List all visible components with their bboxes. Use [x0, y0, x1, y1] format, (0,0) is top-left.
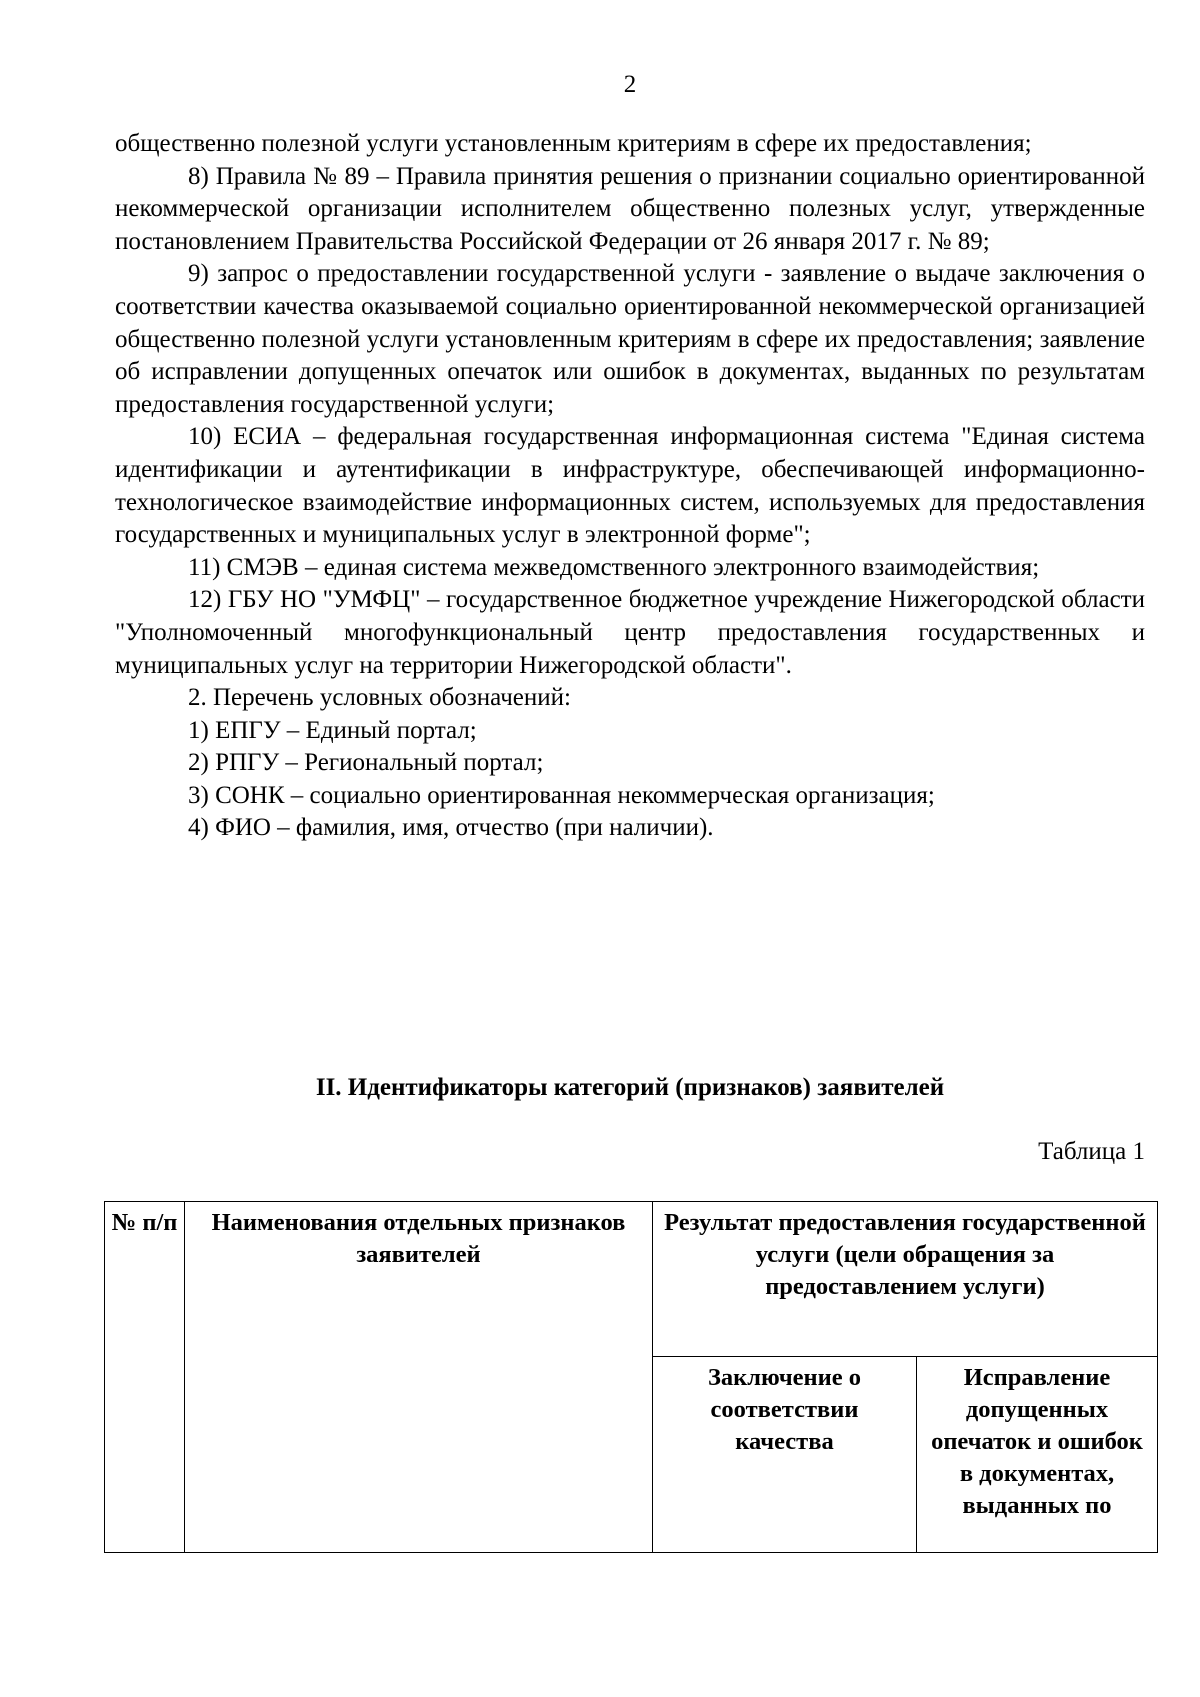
paragraph-abbr-fio: 4) ФИО – фамилия, имя, отчество (при наличии).: [188, 814, 714, 842]
header-applicant-features: Наименования отдельных признаков заявителей: [185, 1202, 653, 1553]
subheader-conclusion: Заключение о соответствии качества: [653, 1357, 917, 1553]
header-number: № п/п: [105, 1202, 185, 1553]
paragraph-service-request: 9) запрос о предоставлении государственной услуги - заявление о выдаче заключения о соответствии качества оказываемой социально ориентированной некоммерческой организацией общественно полезной услуги установленным критериям в сфере их предоставления; заявление об исправлении допущенных опечаток или ошибок в документах, выданных по результатам предоставления государственной услуги;: [115, 260, 1145, 418]
table-caption: Таблица 1: [1038, 1138, 1145, 1165]
table-header-row: [105, 1202, 1158, 1357]
page-number: 2: [623, 71, 637, 98]
paragraph-rules-89: 8) Правила № 89 – Правила принятия решения о признании социально ориентированной некоммерческой организации исполнителем общественно полезных услуг, утвержденные постановлением Правительства Российской Федерации от 26 января 2017 г. № 89;: [115, 162, 1145, 255]
paragraph-abbr-rpgu: 2) РПГУ – Региональный портал;: [188, 749, 544, 777]
subheader-correction: Исправление допущенных опечаток и ошибок в документах, выданных по: [917, 1357, 1158, 1553]
section-heading: II. Идентификаторы категорий (признаков) заявителей: [315, 1074, 945, 1101]
paragraph-smev: 11) СМЭВ – единая система межведомственного электронного взаимодействия;: [188, 553, 1040, 581]
body-text: [115, 128, 1145, 845]
paragraph-abbr-sonk: 3) СОНК – социально ориентированная некоммерческая организация;: [188, 781, 935, 809]
applicant-categories-table: [104, 1201, 1158, 1553]
paragraph-esia: 10) ЕСИА – федеральная государственная информационная система "Единая система идентификации и аутентификации в инфраструктуре, обеспечивающей информационно-технологическое взаимодействие информационных систем, используемых для предоставления государственных и муниципальных услуг в электронной форме";: [115, 423, 1145, 549]
paragraph-abbr-epgu: 1) ЕПГУ – Единый портал;: [188, 716, 477, 744]
header-service-result: Результат предоставления государственной услуги (цели обращения за предоставлением услуги): [653, 1202, 1158, 1357]
paragraph-umfc: 12) ГБУ НО "УМФЦ" – государственное бюджетное учреждение Нижегородской области "Уполномоченный многофункциональный центр предоставления государственных и муниципальных услуг на территории Нижегородской области".: [115, 586, 1145, 679]
paragraph-abbreviations-title: 2. Перечень условных обозначений:: [188, 684, 571, 712]
paragraph-continuation: общественно полезной услуги установленным критериям в сфере их предоставления;: [115, 130, 1032, 157]
